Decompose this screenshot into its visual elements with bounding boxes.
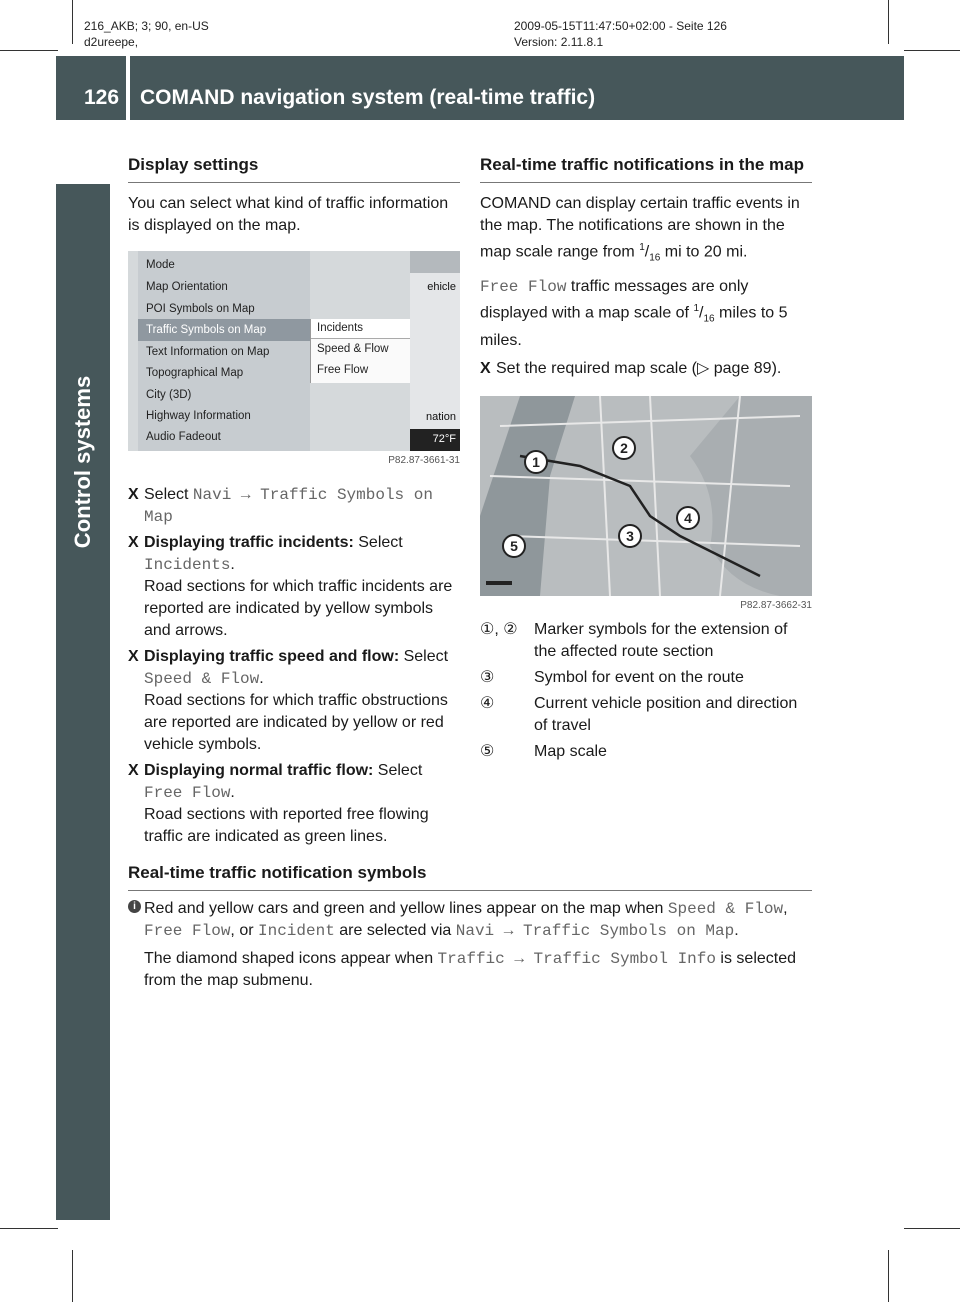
note-para-2 [128,948,812,992]
submenu-item: Speed & Flow [317,343,389,355]
menu-panel [138,251,310,451]
step-marker: X [480,360,491,378]
menu-item: City (3D) [146,389,192,401]
step-item [128,532,460,642]
meta-right-line1: 2009-05-15T11:47:50+02:00 - Seite 126 [514,19,727,33]
step-item [128,484,460,528]
marker-number: 1 [532,454,540,471]
meta-right-line2: Version: 2.11.8.1 [514,35,604,49]
page-header [56,56,904,120]
crop-mark [904,1228,960,1229]
step-label: Select [399,648,449,665]
step-desc: Road sections with reported free flowing traffic are indicated as green lines. [144,806,429,845]
comand-screen-figure [128,251,460,451]
note-code: Navi → Traffic Symbols on Map [455,922,735,940]
fraction-denominator: 16 [703,313,715,325]
info-icon: i [128,900,141,913]
step-label: Select [373,762,423,779]
crop-mark [888,1250,889,1302]
print-meta-left [84,18,209,50]
meta-left-line2: d2ureepe, [84,35,139,49]
step-code: Speed & Flow [144,670,260,688]
legend-text: Symbol for event on the route [534,669,744,687]
submenu-item: Incidents [317,322,364,334]
marker-number: 4 [684,510,692,527]
temperature-value: 72°F [432,433,456,445]
status-label-top: ehicle [427,281,456,293]
step-desc: Road sections for which traffic incidents are reported are indicated by yellow symbols and arrows. [144,578,453,639]
legend-item [480,619,812,663]
legend-text: Map scale [534,743,607,761]
crop-mark [72,0,73,44]
step-end: . [230,556,235,573]
menu-item: POI Symbols on Map [146,303,255,315]
submenu-item: Free Flow [317,364,369,376]
status-top [410,251,460,273]
note-text: , or [230,922,258,939]
notifications-para-1: COMAND can display certain traffic events in the map. The notifications are shown in the map scale range from $^1/_{16}$ mi to 20 mi. [480,195,800,264]
note-code: Incident [257,922,335,940]
note-para-1 [128,898,812,942]
note-code: Speed & Flow [667,900,784,918]
side-tab-label: Control systems [70,375,95,549]
step-bold: Displaying traffic speed and flow: [144,648,400,665]
step-item [128,760,460,848]
note-text: . [734,922,739,939]
figure-code: P82.87-3661-31 [388,455,460,466]
meta-left-line1: 216_AKB; 3; 90, en-US [84,19,209,33]
crop-mark [72,1250,73,1302]
submenu-panel [310,319,410,383]
para1-text-a: COMAND can display certain traffic events in the map. The notifications are shown in the map scale range from [480,195,800,261]
menu-item: Traffic Symbols on Map [146,324,267,336]
step-label: Select [144,486,193,503]
marker-number: 5 [510,538,518,555]
step-end: . [230,784,235,801]
map-label-4 [677,507,699,529]
note-text: The diamond shaped icons appear when [144,950,438,967]
status-panel [410,251,460,451]
step-marker: X [128,648,139,665]
map-label-5 [503,535,525,557]
step-end: . [259,670,264,687]
status-label-middle: nation [426,411,456,423]
step-code: Navi → Traffic Symbols on Map [144,486,433,526]
traffic-map-figure [480,396,812,596]
legend-key: ①, ② [480,621,518,639]
legend-key: ⑤ [480,743,495,761]
para2-code: Free Flow [480,277,567,296]
menu-item: Mode [146,259,175,271]
map-label-2 [613,437,635,459]
legend-item [480,693,812,737]
crop-mark [904,50,960,51]
marker-number: 3 [626,528,634,545]
legend-key: ④ [480,695,495,713]
note-text: , [783,900,788,917]
step-bold: Displaying traffic incidents: [144,534,354,551]
para2-text-a: traffic messages are only displayed with a map scale of [480,277,749,321]
step-item [128,646,460,756]
legend-text: Marker symbols for the extension of the affected route section [534,621,788,661]
legend-item [480,741,812,763]
temperature-display [410,429,460,451]
header-divider [126,56,130,120]
step-code: Free Flow [144,784,231,802]
menu-item: Map Orientation [146,281,228,293]
step-label: Select [353,534,403,551]
menu-item: Text Information on Map [146,346,270,358]
step-marker: X [128,762,139,779]
para2-text-b: miles to 5 miles. [480,303,788,350]
crop-mark [0,50,58,51]
menu-item: Audio Fadeout [146,431,221,443]
page-number: 126 [84,86,120,109]
right-column [480,150,812,767]
step-text: Set the required map scale (▷ page 89). [496,360,782,378]
legend-item [480,667,812,689]
notifications-para-2: Free Flow traffic messages are only displayed with a map scale of $^1/_{16}$ miles to 5 miles. [480,277,788,350]
menu-item: Highway Information [146,410,251,422]
note-text: is selected from the map submenu. [144,950,797,989]
page-title: COMAND navigation system (real-time traffic) [140,86,596,109]
symbols-heading: Real-time traffic notification symbols [128,862,812,891]
step-marker: X [128,486,139,503]
display-settings-intro: You can select what kind of traffic information is displayed on the map. [128,195,449,234]
left-column [128,150,460,852]
step-bold: Displaying normal traffic flow: [144,762,374,779]
legend-text: Current vehicle position and direction of travel [534,695,798,735]
map-graphic [480,396,812,596]
notifications-heading: Real-time traffic notifications in the map [480,150,812,183]
step-marker: X [128,534,139,551]
map-scale-bar [486,581,512,585]
menu-item: Topographical Map [146,367,244,379]
display-steps [128,484,460,848]
map-label-1 [525,451,547,473]
map-legend [480,619,812,763]
info-note [128,898,812,998]
crop-mark [888,0,889,44]
step-item [480,358,812,380]
step-code: Incidents [144,556,231,574]
note-text: Red and yellow cars and green and yellow lines appear on the map when [144,900,668,917]
figure-code: P82.87-3662-31 [740,600,812,612]
step-desc: Road sections for which traffic obstructions are reported are indicated by yellow or red vehicle symbols. [144,692,448,753]
legend-key: ③ [480,669,495,687]
fraction-denominator: 16 [649,252,661,264]
crop-mark [0,1228,58,1229]
fraction-numerator: 1 [639,242,645,253]
note-code: Free Flow [144,922,231,940]
note-code: Traffic → Traffic Symbol Info [437,950,716,968]
display-settings-heading: Display settings [128,150,460,183]
para1-text-b: mi to 20 mi. [660,243,748,261]
map-label-3 [619,525,641,547]
fraction-numerator: 1 [693,302,700,314]
side-tab [56,184,110,1220]
marker-number: 2 [620,440,628,457]
note-text: are selected via [334,922,456,939]
print-meta-right [514,18,727,50]
